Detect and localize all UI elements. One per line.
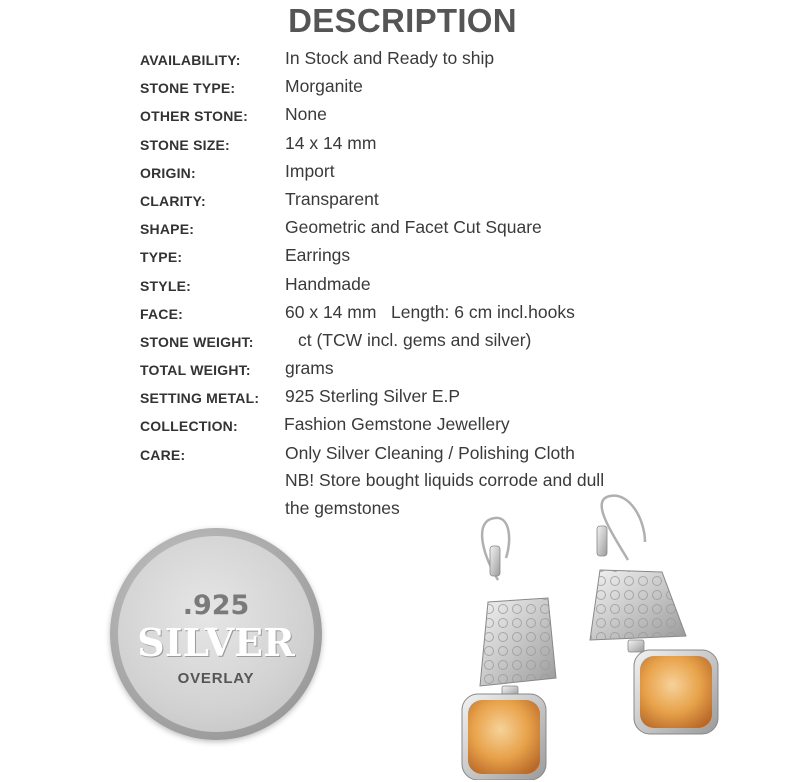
spec-label: STONE SIZE: — [140, 136, 230, 153]
spec-value: Only Silver Cleaning / Polishing Cloth — [285, 442, 575, 463]
spec-label: STYLE: — [140, 277, 191, 294]
spec-label: TYPE: — [140, 249, 183, 266]
spec-label: STONE WEIGHT: — [140, 333, 254, 350]
spec-value: Fashion Gemstone Jewellery — [284, 414, 510, 435]
spec-label: ORIGIN: — [140, 164, 196, 181]
badge-type: OVERLAY — [177, 670, 255, 687]
left-earring — [462, 518, 556, 780]
right-earring-stone — [640, 656, 712, 728]
spec-row-collection — [140, 410, 700, 438]
spec-row-face — [140, 298, 700, 326]
page-title: DESCRIPTION — [288, 2, 517, 39]
spec-value: ct (TCW incl. gems and silver) — [298, 329, 532, 350]
spec-label: CLARITY: — [140, 192, 206, 209]
spec-row-origin — [140, 157, 700, 185]
spec-value: 60 x 14 mm Length: 6 cm incl.hooks — [285, 301, 575, 322]
spec-label: CARE: — [140, 446, 186, 463]
silver-overlay-badge — [110, 528, 322, 740]
spec-row-type — [140, 241, 700, 269]
badge-metal: SILVER — [137, 620, 295, 665]
spec-table — [140, 44, 700, 467]
spec-value: In Stock and Ready to ship — [285, 48, 495, 68]
spec-label: SETTING METAL: — [140, 390, 260, 407]
spec-value: Morganite — [285, 76, 363, 97]
spec-value: None — [285, 104, 327, 125]
spec-label: FACE: — [140, 305, 183, 322]
spec-row-other-stone — [140, 100, 700, 128]
left-earring-stone — [468, 700, 540, 774]
right-earring — [590, 496, 718, 734]
spec-label: OTHER STONE: — [140, 108, 248, 125]
spec-value: 14 x 14 mm — [285, 132, 377, 153]
spec-label: STONE TYPE: — [140, 80, 236, 97]
spec-value: Earrings — [285, 245, 351, 266]
spec-row-stone-weight — [140, 326, 700, 354]
badge-face — [118, 536, 314, 732]
spec-value: grams — [285, 358, 334, 379]
spec-label: SHAPE: — [140, 221, 195, 238]
spec-value: Handmade — [285, 273, 371, 294]
earrings-photo-icon — [440, 490, 720, 780]
spec-value: Transparent — [285, 188, 379, 209]
badge-purity: .925 — [182, 590, 250, 621]
spec-row-clarity — [140, 185, 700, 213]
care-note-line-2: the gemstones — [285, 498, 400, 518]
spec-row-total-weight — [140, 354, 700, 382]
spec-label: TOTAL WEIGHT: — [140, 362, 251, 379]
spec-label: AVAILABILITY: — [140, 52, 241, 68]
spec-row-setting-metal — [140, 382, 700, 410]
spec-row-stone-type — [140, 72, 700, 100]
spec-row-stone-size — [140, 129, 700, 157]
spec-row-style — [140, 270, 700, 298]
spec-row-availability — [140, 44, 700, 72]
spec-label: COLLECTION: — [140, 418, 238, 435]
spec-value: Import — [285, 160, 335, 181]
spec-row-shape — [140, 213, 700, 241]
spec-value: Geometric and Facet Cut Square — [285, 217, 542, 238]
spec-value: 925 Sterling Silver E.P — [285, 386, 461, 407]
spec-row-care — [140, 439, 700, 467]
care-note-line-1: NB! Store bought liquids corrode and dull — [285, 470, 605, 490]
